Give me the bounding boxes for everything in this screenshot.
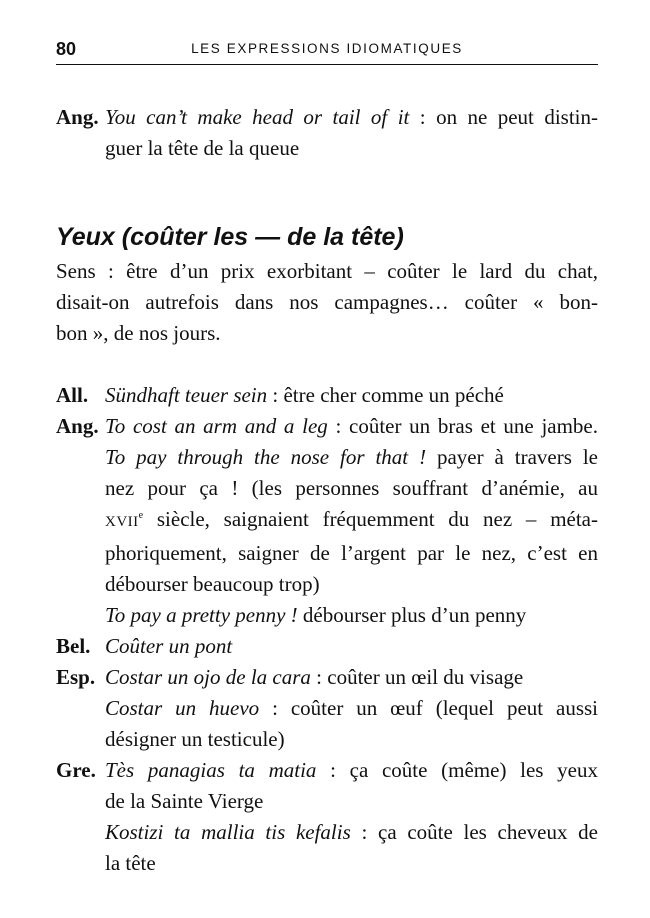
section-title: Yeux (coûter les — de la tête) [56,223,404,251]
sens-paragraph [56,256,598,349]
entry-line: débourser beaucoup trop) [105,572,320,596]
entry-line [105,102,598,133]
entry-row-gre [56,755,598,879]
translations-list [56,380,598,879]
sens-line: disait-on autrefois dans nos campagnes… coûter « bon- [56,290,598,314]
idiom-expression: To pay a pretty penny ! [105,603,298,627]
idiom-expression: To cost an arm and a leg [105,414,328,438]
idiom-expression: Costar un huevo [105,696,260,720]
entry-line: la tête [105,851,156,875]
idiom-expression: You can’t make head or tail of it [105,105,410,129]
previous-entry [56,102,598,164]
entry-line [105,380,598,411]
idiom-expression: Costar un ojo de la cara [105,665,311,689]
language-code: Ang. [56,105,99,129]
entry-line: phoriquement, saigner de l’argent par le nez, c’est en [105,541,598,565]
language-code: Ang. [56,414,99,438]
translation-text: on ne peut distin- [436,105,598,129]
translation-text: : ça coûte les cheveux de [350,820,598,844]
entry-row-all [56,380,598,411]
entry-line [105,817,598,848]
page-number: 80 [56,39,77,59]
separator: : [409,105,437,129]
translation-text: : ça coûte (même) les yeux [316,758,598,782]
translation-text: : coûter un œil du visage [310,665,524,689]
entry-line [105,600,598,631]
language-code: Bel. [56,634,91,658]
entry-line [105,442,598,473]
entry-row-ang [56,411,598,631]
idiom-expression: Kostizi ta mallia tis kefalis [105,820,351,844]
language-code: All. [56,383,89,407]
century-numeral: XVII [105,514,139,530]
entry-line [105,411,598,442]
entry-line [105,662,598,693]
century-superscript: e [138,510,144,521]
entry-row-bel [56,631,598,662]
idiom-expression: Sündhaft teuer sein [105,383,268,407]
idiom-expression: Coûter un pont [105,634,233,658]
translation-text: : coûter un bras et une jambe. [327,414,599,438]
entry-line: nez pour ça ! (les personnes souffrant d’anémie, au [105,476,598,500]
entry-line: de la Sainte Vierge [105,789,264,813]
entry-line [105,504,598,538]
running-title: LES EXPRESSIONS IDIOMATIQUES [191,41,463,56]
translation-text: payer à travers le [426,445,598,469]
translation-text: débourser plus d’un penny [297,603,527,627]
entry-line: guer la tête de la queue [105,136,300,160]
entry-line: désigner un testicule) [105,727,285,751]
sens-line: bon », de nos jours. [56,321,221,345]
entry-line [105,693,598,724]
idiom-expression: To pay through the nose for that ! [105,445,427,469]
entry-row-esp [56,662,598,755]
entry-line [105,755,598,786]
idiom-expression: Tès panagias ta matia [105,758,317,782]
language-code: Gre. [56,758,96,782]
language-code: Esp. [56,665,96,689]
page-header [56,38,598,65]
translation-text: : coûter un œuf (lequel peut aussi [259,696,599,720]
book-page [56,0,598,918]
sens-line: Sens : être d’un prix exorbitant – coûter le lard du chat, [56,259,598,283]
entry-row-ang-prev [56,102,598,164]
translation-text: : être cher comme un péché [267,383,504,407]
translation-text: siècle, saignaient fréquemment du nez – méta- [143,507,598,531]
